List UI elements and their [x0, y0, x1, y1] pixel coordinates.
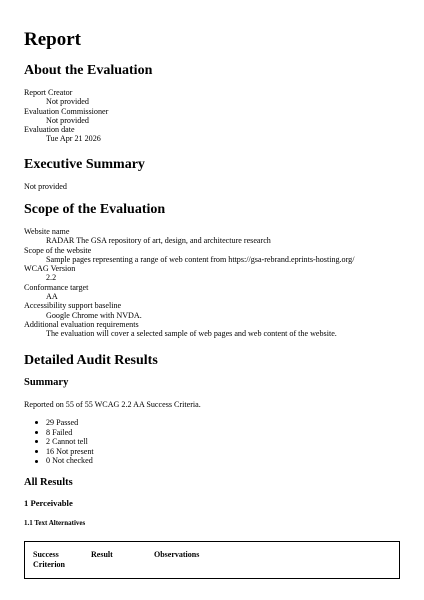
not-checked-count: 0 Not checked	[24, 456, 94, 466]
summary-text: Reported on 55 of 55 WCAG 2.2 AA Success Criteria.	[24, 400, 201, 409]
page-title: Report	[24, 29, 81, 50]
scope-of-website-value: Sample pages representing a range of web content from https://gsa-rebrand.eprints-hosting.org/	[46, 254, 355, 264]
principle-heading: 1 Perceivable	[24, 498, 73, 508]
result-column-header: Result	[91, 550, 113, 559]
conformance-target-value: AA	[46, 292, 58, 302]
all-results-heading: All Results	[24, 477, 73, 488]
guideline-heading: 1.1 Text Alternatives	[24, 519, 86, 527]
not-present-count: 16 Not present	[24, 447, 94, 457]
detailed-audit-heading: Detailed Audit Results	[24, 353, 158, 368]
wcag-version-label: WCAG Version	[24, 264, 76, 274]
executive-summary-text: Not provided	[24, 182, 67, 191]
failed-count: 8 Failed	[24, 428, 94, 438]
about-list	[24, 88, 108, 144]
scope-list	[24, 227, 354, 339]
report-creator-value: Not provided	[46, 97, 89, 107]
accessibility-support-value: Google Chrome with NVDA.	[46, 310, 142, 320]
criterion-column-header: Success Criterion	[33, 550, 65, 569]
report-creator-label: Report Creator	[24, 88, 73, 97]
executive-summary-heading: Executive Summary	[24, 157, 145, 172]
about-heading: About the Evaluation	[24, 63, 153, 78]
website-name-value: RADAR The GSA repository of art, design, and architecture research	[46, 236, 271, 246]
result-counts-list	[24, 418, 94, 466]
conformance-target-label: Conformance target	[24, 282, 89, 292]
passed-count: 29 Passed	[24, 418, 94, 428]
evaluation-commissioner-label: Evaluation Commissioner	[24, 106, 109, 116]
evaluation-date-value: Tue Apr 21 2026	[46, 134, 101, 144]
results-table	[24, 541, 400, 579]
summary-heading: Summary	[24, 377, 69, 388]
additional-requirements-label: Additional evaluation requirements	[24, 319, 139, 329]
evaluation-commissioner-value: Not provided	[46, 115, 89, 125]
scope-of-website-label: Scope of the website	[24, 245, 92, 255]
additional-requirements-value: The evaluation will cover a selected sample of web pages and web content of the website.	[46, 329, 337, 339]
scope-heading: Scope of the Evaluation	[24, 202, 166, 217]
wcag-version-value: 2.2	[46, 273, 57, 283]
observations-column-header: Observations	[154, 550, 200, 559]
accessibility-support-label: Accessibility support baseline	[24, 301, 122, 311]
evaluation-date-label: Evaluation date	[24, 125, 75, 135]
cannot-tell-count: 2 Cannot tell	[24, 437, 94, 447]
website-name-label: Website name	[24, 227, 70, 236]
